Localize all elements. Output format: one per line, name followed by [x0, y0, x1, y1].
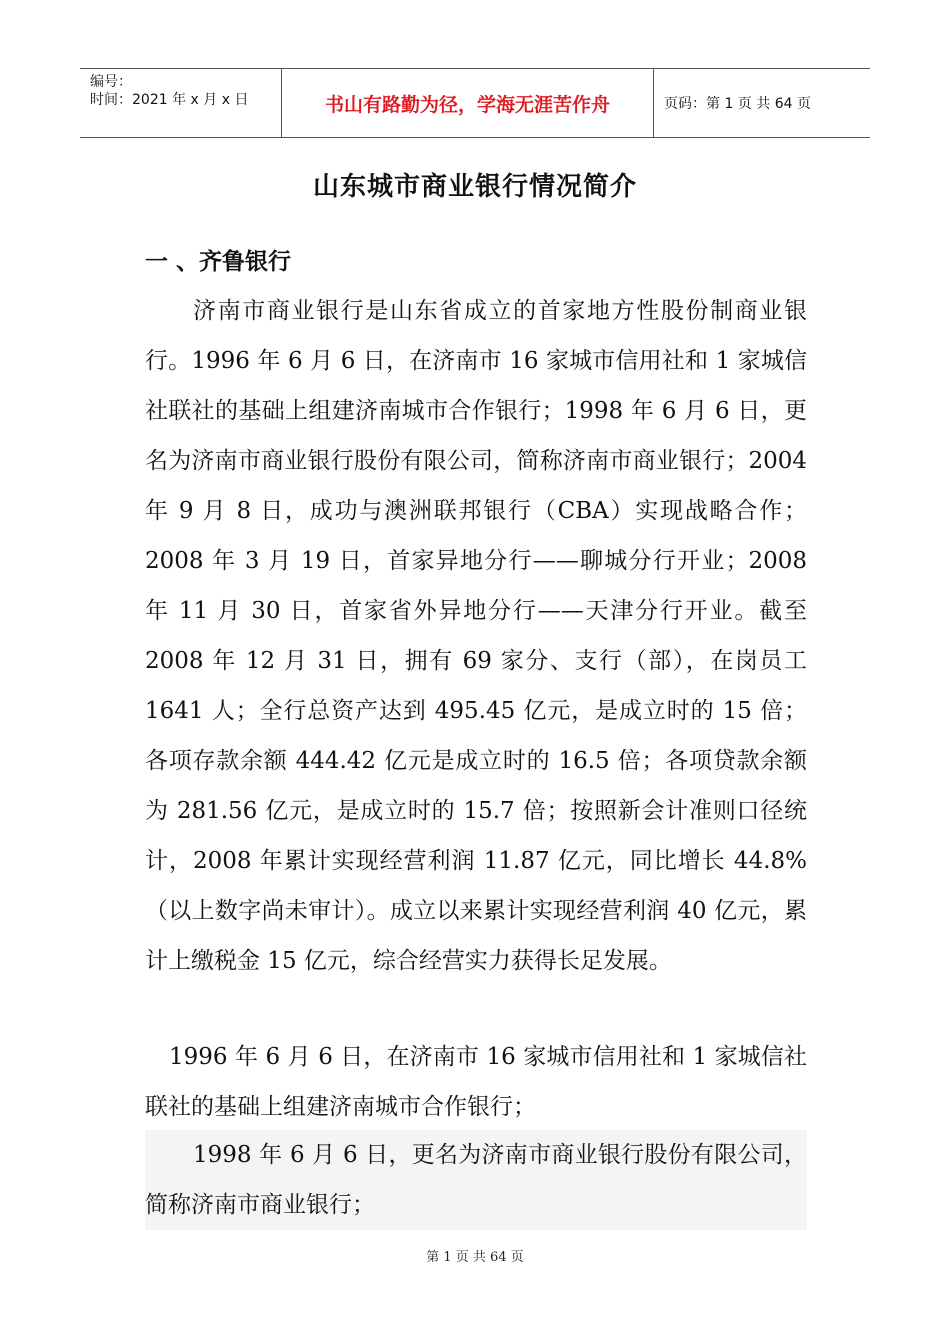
motto-text: 书山有路勤为径，学海无涯苦作舟	[324, 93, 610, 116]
header-motto-cell	[282, 69, 654, 137]
document-title: 山东城市商业银行情况简介	[312, 172, 637, 202]
page-footer: 第 1 页 共 64 页	[426, 1250, 524, 1265]
header-page-cell	[654, 69, 870, 137]
header-table	[80, 68, 870, 138]
paragraph-1998: 1998 年 6 月 6 日，更名为济南市商业银行股份有限公司，简称济南市商业银行；	[145, 1130, 807, 1230]
paragraph-intro: 济南市商业银行是山东省成立的首家地方性股份制商业银行。1996 年 6 月 6 日，在济南市 16 家城市信用社和 1 家城信社联社的基础上组建济南城市合作银行；1998 年 6 月 6 日，更名为济南市商业银行股份有限公司，简称济南市商业银行；2004 年 9 月 8 日，成功与澳洲联邦银行（CBA）实现战略合作；2008 年 3 月 19 日，首家异地分行——聊城分行开业；2008 年 11 月 30 日，首家省外异地分行——天津分行开业。截至 2008 年 12 月 31 日，拥有 69 家分、支行（部），在岗员工 1641 人；全行总资产达到 495.45 亿元，是成立时的 15 倍；各项存款余额 444.42 亿元是成立时的 16.5 倍；各项贷款余额为 281.56 亿元，是成立时的 15.7 倍；按照新会计准则口径统计，2008 年累计实现经营利润 11.87 亿元，同比增长 44.8%（以上数字尚未审计）。成立以来累计实现经营利润 40 亿元，累计上缴税金 15 亿元，综合经营实力获得长足发展。	[145, 298, 807, 974]
page-info: 页码：第 1 页 共 64 页	[664, 96, 811, 112]
section-heading: 一 、齐鲁银行	[145, 249, 292, 275]
number-label: 编号：	[90, 74, 132, 90]
paragraph-1996: 1996 年 6 月 6 日，在济南市 16 家城市信用社和 1 家城信社联社的基础上组建济南城市合作银行；	[145, 1044, 807, 1120]
time-label: 时间：2021 年 x 月 x 日	[90, 92, 249, 108]
header-meta-cell	[80, 69, 282, 137]
